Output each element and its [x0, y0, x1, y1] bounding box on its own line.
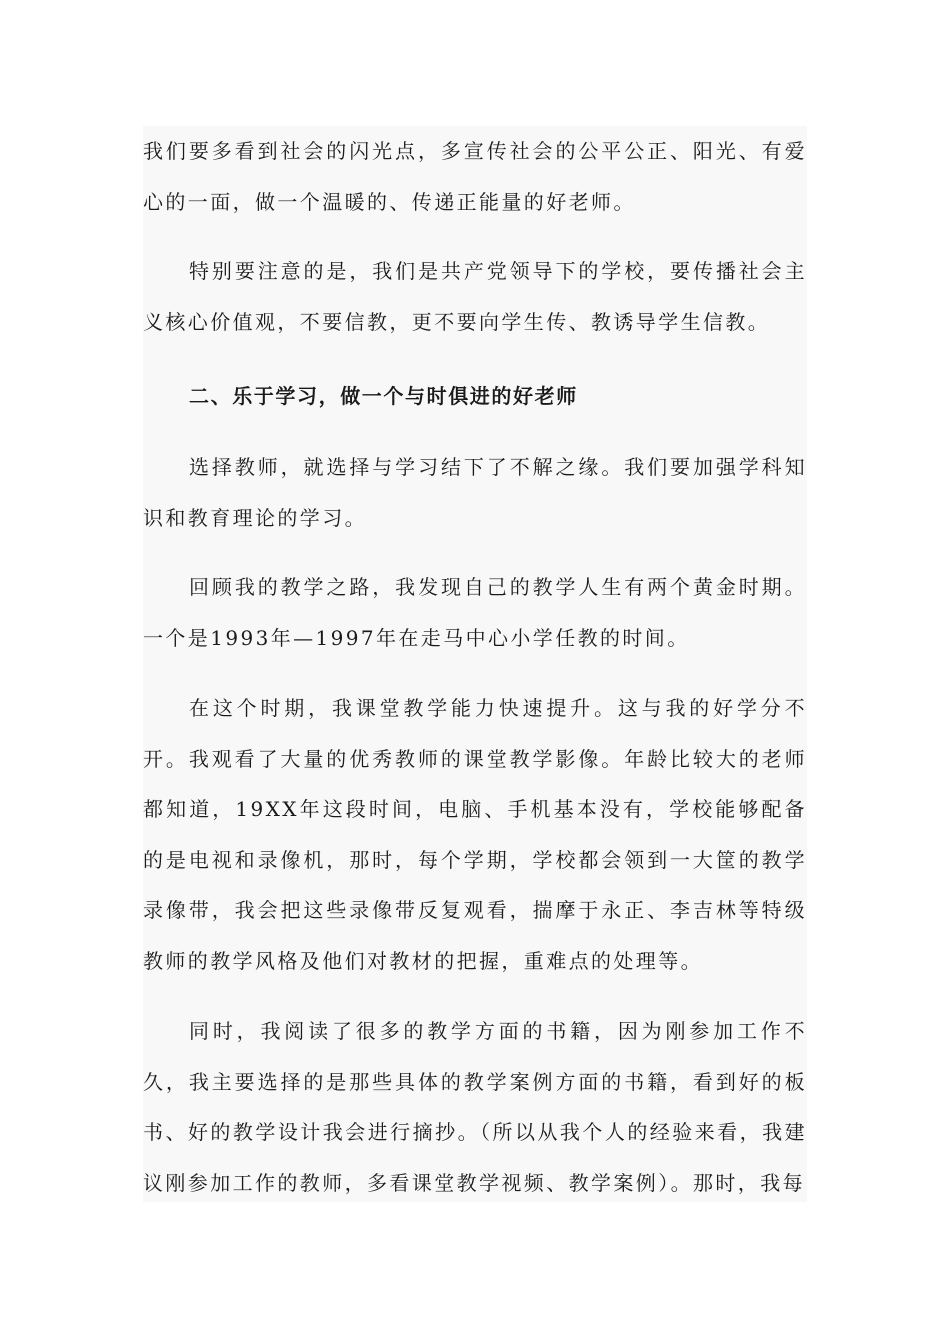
paragraph-golden-period: 回顾我的教学之路，我发现自己的教学人生有两个黄金时期。一个是1993年—1997年在走马中心小学任教的时间。 [143, 575, 807, 650]
paragraph-reading: 同时，我阅读了很多的教学方面的书籍，因为刚参加工作不久，我主要选择的是那些具体的教学案例方面的书籍，看到好的板书、好的教学设计我会进行摘抄。（所以从我个人的经验来看，我建议刚参加工作的教师，多看课堂教学视频、教学案例）。那时，我每 [143, 1019, 807, 1195]
section-heading: 二、乐于学习，做一个与时俱进的好老师 [189, 384, 578, 408]
paragraph-video-study: 在这个时期，我课堂教学能力快速提升。这与我的好学分不开。我观看了大量的优秀教师的课堂教学影像。年龄比较大的老师都知道，19XX年这段时间，电脑、手机基本没有，学校能够配备的是电视和录像机，那时，每个学期，学校都会领到一大筐的教学录像带，我会把这些录像带反复观看，揣摩于永正、李吉林等特级教师的教学风格及他们对教材的把握，重难点的处理等。 [143, 696, 807, 973]
paragraph-learning: 选择教师，就选择与学习结下了不解之缘。我们要加强学科知识和教育理论的学习。 [143, 455, 807, 530]
paragraph-continuation: 我们要多看到社会的闪光点，多宣传社会的公平公正、阳光、有爱心的一面，做一个温暖的、传递正能量的好老师。 [143, 139, 807, 214]
document-body [143, 126, 807, 1202]
paragraph-political-note: 特别要注意的是，我们是共产党领导下的学校，要传播社会主义核心价值观，不要信教，更不要向学生传、教诱导学生信教。 [143, 259, 807, 334]
